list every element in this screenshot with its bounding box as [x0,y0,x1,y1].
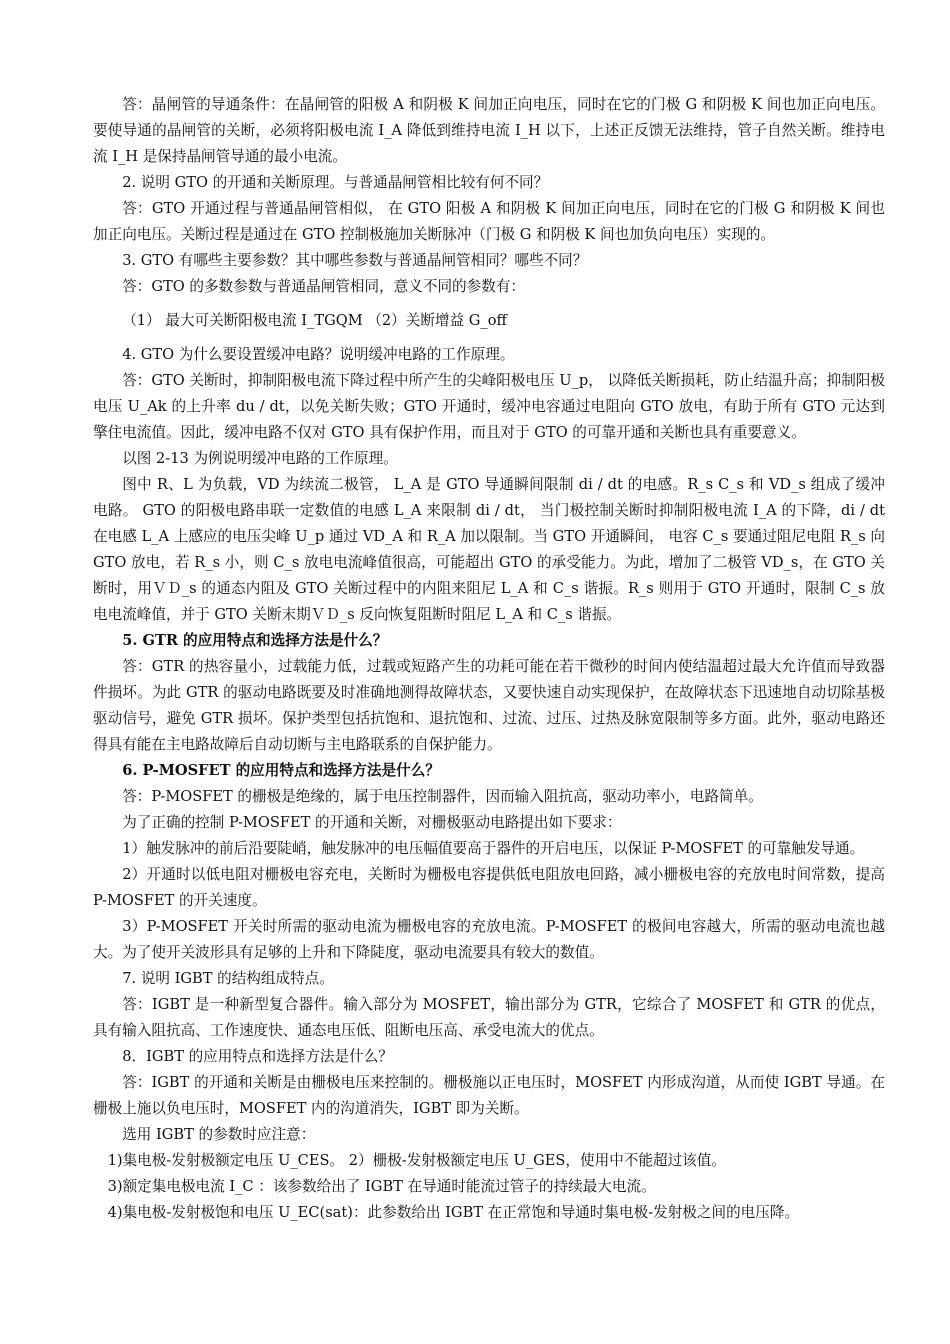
paragraph-figure-intro: 以图 2-13 为例说明缓冲电路的工作原理。 [122,450,398,467]
question-5: 5. GTR 的应用特点和选择方法是什么？ [122,632,388,649]
question-8: 8．IGBT 的应用特点和选择方法是什么？ [122,1048,393,1065]
document-body [93,92,885,1226]
paragraph-answer-3: 答：GTO 的多数参数与普通晶闸管相同，意义不同的参数有： [122,278,526,295]
question-2: 2. 说明 GTO 的开通和关断原理。与普通晶闸管相比较有何不同？ [122,174,549,191]
question-4: 4. GTO 为什么要设置缓冲电路？说明缓冲电路的工作原理。 [122,346,515,363]
paragraph-gate-requirements: 为了正确的控制 P-MOSFET 的开通和关断，对栅极驱动电路提出如下要求： [122,814,622,831]
list-item-requirement-1: 1）触发脉冲的前后沿要陡峭，触发脉冲的电压幅值要高于器件的开启电压，以保证 P-MOSFET 的可靠触发导通。 [122,840,865,857]
paragraph-igbt-params-intro: 选用 IGBT 的参数时应注意： [122,1126,316,1143]
list-item-requirement-3: 3）P-MOSFET 开关时所需的驱动电流为栅极电容的充放电流。P-MOSFET 的极间电容越大，所需的驱动电流也越大。为了使开关波形具有足够的上升和下降陡度，驱动电流要具有较大的数值。 [93,918,885,961]
list-item-requirement-2: 2）开通时以低电阻对栅极电容充电，关断时为栅极电容提供低电阻放电回路，减小栅极电容的充放电时间常数，提高 P-MOSFET 的开关速度。 [93,866,885,909]
question-6: 6. P-MOSFET 的应用特点和选择方法是什么？ [122,762,440,779]
paragraph-answer-4: 答：GTO 关断时，抑制阳极电流下降过程中所产生的尖峰阳极电压 U_p， 以降低关断损耗，防止结温升高；抑制阳极电压 U_Ak 的上升率 du / dt，以免关断失败；GTO 开通时，缓冲电容通过电阻向 GTO 放电，有助于所有 GTO 元达到擎住电流值。因此，缓冲电路不仅对 GTO 具有保护作用，而且对于 GTO 的可靠开通和关断也具有重要意义。 [93,372,885,441]
paragraph-answer-6: 答：P-MOSFET 的栅极是绝缘的，属于电压控制器件，因而输入阻抗高，驱动功率小，电路简单。 [122,788,763,805]
list-item-param-3: 3)额定集电极电流 I_C ：该参数给出了 IGBT 在导通时能流过管子的持续最大电流。 [107,1178,656,1195]
list-item-param-1-2: 1)集电极-发射极额定电压 U_CES。 2）栅极-发射极额定电压 U_GES，使用中不能超过该值。 [107,1152,726,1169]
paragraph-answer-2: 答：GTO 开通过程与普通晶闸管相似， 在 GTO 阳极 A 和阴极 K 间加正向电压，同时在它的门极 G 和阴极 K 间也加正向电压。关断过程是通过在 GTO 控制极施加关断脉冲（门极 G 和阴极 K 间也加负向电压）实现的。 [93,200,885,243]
question-7: 7. 说明 IGBT 的结构组成特点。 [122,970,334,987]
gto-parameters-line: （1） 最大可关断阳极电流 I_TGQM （2）关断增益 G_off [122,312,507,329]
paragraph-answer-8: 答：IGBT 的开通和关断是由栅极电压来控制的。栅极施以正电压时，MOSFET 内形成沟道，从而使 IGBT 导通。在栅极上施以负电压时，MOSFET 内的沟道消失，IGBT 即为关断。 [93,1074,885,1117]
paragraph-answer-1: 答：晶闸管的导通条件：在晶闸管的阳极 A 和阴极 K 间加正向电压，同时在它的门极 G 和阴极 K 间也加正向电压。要使导通的晶闸管的关断，必须将阳极电流 I_A 降低到维持电流 I_H 以下，上述正反馈无法维持，管子自然关断。维持电流 I_H 是保持晶闸管导通的最小电流。 [93,96,885,165]
list-item-param-4: 4)集电极-发射极饱和电压 U_EC(sat)：此参数给出 IGBT 在正常饱和导通时集电极-发射极之间的电压降。 [107,1204,800,1221]
paragraph-snubber-principle: 图中 R、L 为负载，VD 为续流二极管， L_A 是 GTO 导通瞬间限制 di / dt 的电感。R_s C_s 和 VD_s 组成了缓冲电路。 GTO 的阳极电路串联一定数值的电感 L_A 来限制 di / dt， 当门极控制关断时抑制阳极电流 I_A 的下降，di / dt 在电感 L_A 上感应的电压尖峰 U_p 通过 VD_A 和 R_A 加以限制。当 GTO 开通瞬间， 电容 C_s 要通过阻尼电阻 R_s 向 GTO 放电，若 R_s 小，则 C_s 放电电流峰值很高，可能超出 GTO 的承受能力。为此，增加了二极管 VD_s，在 GTO 关断时，用ＶＤ_s 的通态内阻及 GTO 关断过程中的内阻来阻尼 L_A 和 C_s 谐振。R_s 则用于 GTO 开通时，限制 C_s 放电电流峰值，并于 GTO 关断末期ＶＤ_s 反向恢复阻断时阻尼 L_A 和 C_s 谐振。 [93,476,885,623]
paragraph-answer-7: 答：IGBT 是一种新型复合器件。输入部分为 MOSFET，输出部分为 GTR，它综合了 MOSFET 和 GTR 的优点，具有输入阻抗高、工作速度快、通态电压低、阻断电压高、承受电流大的优点。 [93,996,885,1039]
question-3: 3. GTO 有哪些主要参数？其中哪些参数与普通晶闸管相同？哪些不同？ [122,252,588,269]
paragraph-answer-5: 答：GTR 的热容量小，过载能力低，过载或短路产生的功耗可能在若干微秒的时间内使结温超过最大允许值而导致器件损坏。为此 GTR 的驱动电路既要及时准确地测得故障状态，又要快速自动实现保护，在故障状态下迅速地自动切除基极驱动信号，避免 GTR 损坏。保护类型包括抗饱和、退抗饱和、过流、过压、过热及脉宽限制等多方面。此外，驱动电路还得具有能在主电路故障后自动切断与主电路联系的自保护能力。 [93,658,885,753]
